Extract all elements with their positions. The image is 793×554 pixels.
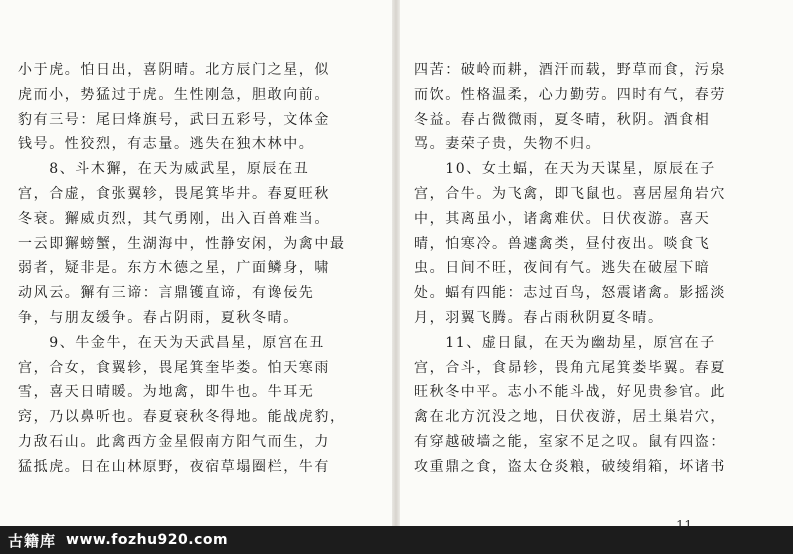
watermark-brand: 古籍库 (8, 531, 57, 550)
text-line: 小于虎。怕日出，喜阴晴。北方辰门之星，似 (18, 62, 330, 78)
text-line: 宫，合斗，食昴轸，畏角亢尾箕娄毕翼。春夏 (414, 359, 726, 376)
text-line: 力敌石山。此禽西方金星假南方阳气而生，力 (18, 433, 330, 450)
text-line: 弱者，疑非是。东方木德之星，广面鳞身，啸 (18, 260, 330, 277)
text-line: 冬益。春占微微雨，夏冬晴，秋阴。酒食相 (414, 111, 711, 128)
text-line: 雪，喜天日晴暖。为地禽，即牛也。牛耳无 (18, 384, 315, 401)
text-line: 窍，乃以鼻听也。春夏衰秋冬得地。能战虎豹， (18, 409, 346, 426)
text-line: 豹有三号：尾曰烽旗号，武曰五彩号，文体金 (18, 111, 330, 128)
text-line: 争，与朋友缓争。春占阴雨，夏秋冬晴。 (18, 309, 299, 326)
text-line: 攻重鼎之食，盗太仓炎粮，破绫绢箱，坏诸书 (414, 458, 726, 475)
text-line: 钱号。性狡烈，有志量。逃失在独木林中。 (18, 136, 315, 153)
text-line: 动风云。獬有三谛：言鼎镬直谛，有谗佞先 (18, 285, 315, 302)
left-text-column (18, 58, 383, 480)
text-line: 有穿越破墙之能，室家不足之叹。鼠有四盗： (414, 433, 726, 450)
text-line: 猛抵虎。日在山林原野，夜宿草塌圈栏，牛有 (18, 458, 330, 475)
text-line: 四苦：破岭而耕，酒汗而载，野草而食，污泉 (414, 62, 726, 78)
text-line: 虫。日间不旺，夜间有气。逃失在破屋下暗 (414, 260, 711, 277)
text-line: 虎而小，势猛过于虎。生性刚急，胆敢向前。 (18, 86, 330, 103)
text-line: 8、斗木獬，在天为威武星，原辰在丑 (18, 161, 310, 178)
text-line: 10、女土蝠，在天为天谋星，原辰在子 (414, 161, 716, 178)
text-line: 月，羽翼飞腾。春占雨秋阴夏冬晴。 (414, 309, 664, 326)
watermark-footer-bar (0, 526, 793, 554)
text-line: 中，其离虽小，诸禽难伏。日伏夜游。喜天 (414, 210, 711, 227)
text-line: 11、虚日鼠，在天为幽劫星，原宫在子 (414, 334, 716, 351)
text-line: 晴，怕寒冷。兽遽禽类，昼付夜出。啖食飞 (414, 235, 711, 252)
watermark-url[interactable]: www.fozhu920.com (66, 532, 229, 548)
text-line: 宫，合虚，食张翼轸，畏尾箕毕井。春夏旺秋 (18, 185, 330, 202)
text-line: 旺秋冬中平。志小不能斗战，好见贵参官。此 (414, 384, 726, 401)
book-gutter (392, 0, 400, 554)
text-line: 处。蝠有四能：志过百鸟，怒震诸禽。影摇淡 (414, 285, 726, 302)
text-line: 骂。妻荣子贵，失物不归。 (414, 136, 602, 153)
text-line: 一云即獬螃蟹，生湖海中，性静安闲，为禽中最 (18, 235, 346, 252)
text-line: 宫，合女，食翼轸，畏尾箕奎毕娄。怕天寒雨 (18, 359, 330, 376)
text-line: 9、牛金牛，在天为天武昌星，原宫在丑 (18, 334, 325, 351)
text-line: 而饮。性格温柔，心力勤劳。四时有气，春劳 (414, 86, 726, 103)
text-line: 宫，合牛。为飞禽，即飞鼠也。喜居屋角岩穴 (414, 185, 726, 202)
right-text-column (414, 58, 780, 480)
text-line: 冬衰。獬威贞烈，其气勇刚，出入百兽难当。 (18, 210, 330, 227)
text-line: 禽在北方沉没之地，日伏夜游，居土巢岩穴， (414, 409, 726, 426)
